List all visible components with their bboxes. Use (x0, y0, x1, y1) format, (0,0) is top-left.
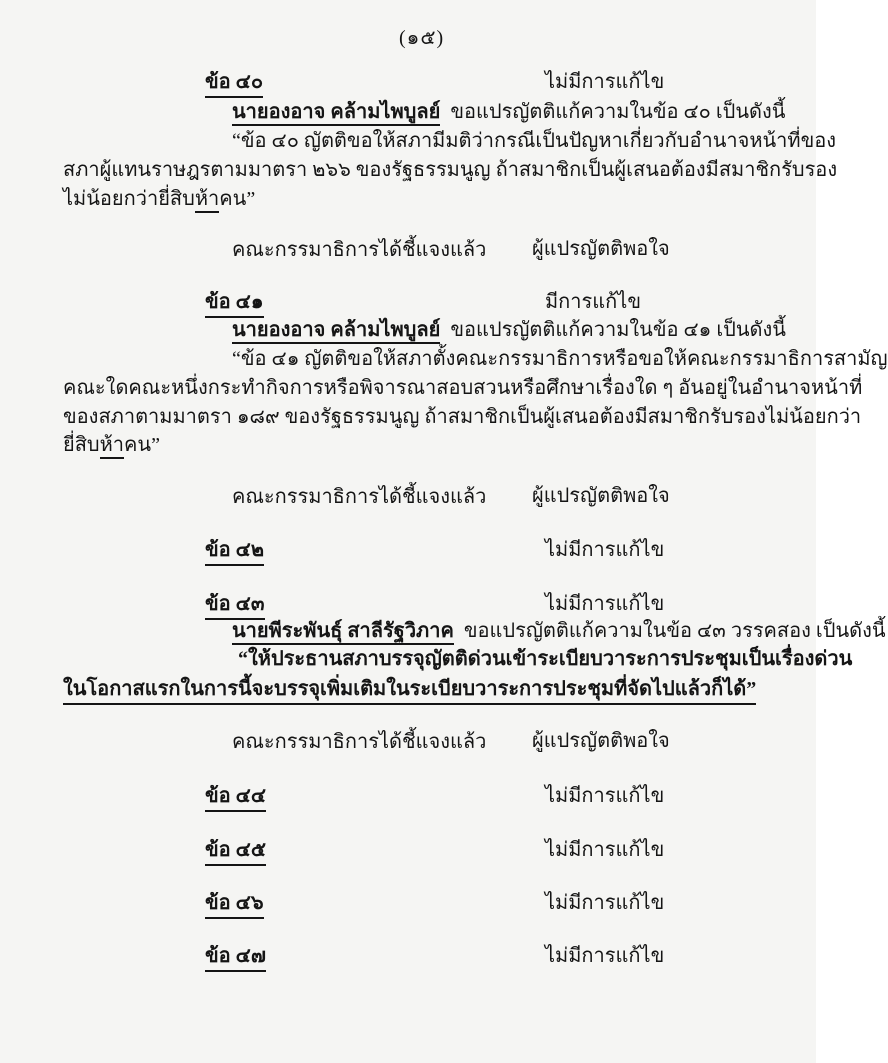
clause-41-quote-line-4 (63, 432, 160, 458)
clause-43-mover-line (232, 618, 886, 644)
clause-46-label: ข้อ ๔๖ (205, 890, 264, 919)
clause-40-mover-line (232, 99, 785, 125)
page-number: (๑๕) (399, 27, 445, 49)
clause-43-quote-line-1: “ให้ประธานสภาบรรจุญัตติด่วนเข้าระเบียบวาระการประชุมเป็นเรื่องด่วน (238, 648, 853, 670)
clause-43-quote-line-2: ในโอกาสแรกในการนี้จะบรรจุเพิ่มเติมในระเบียบวาระการประชุมที่จัดไปแล้วก็ได้” (63, 676, 756, 705)
clause-47-label: ข้อ ๔๗ (205, 943, 266, 972)
clause-40-mover-text: ขอแปรญัตติแก้ความในข้อ ๔๐ เป็นดังนี้ (450, 101, 786, 123)
clause-42-status: ไม่มีการแก้ไข (545, 539, 665, 561)
clause-46-status: ไม่มีการแก้ไข (545, 892, 665, 914)
clause-40-satisfied-note: ผู้แปรญัตติพอใจ (532, 238, 670, 260)
clause-44-label: ข้อ ๔๔ (205, 783, 266, 812)
clause-40-committee-note: คณะกรรมาธิการได้ชี้แจงแล้ว (232, 239, 487, 261)
clause-44-status: ไม่มีการแก้ไข (545, 785, 665, 807)
clause-41-quote-line-4-underlined: ห้า (100, 434, 124, 459)
clause-40-quote-line-3 (63, 186, 255, 212)
clause-40-status: ไม่มีการแก้ไข (545, 71, 665, 93)
clause-40-quote-line-2: สภาผู้แทนราษฎรตามมาตรา ๒๖๖ ของรัฐธรรมนูญ ถ้าสมาชิกเป็นผู้เสนอต้องมีสมาชิกรับรอง (63, 159, 838, 181)
clause-41-quote-line-3: ของสภาตามมาตรา ๑๘๙ ของรัฐธรรมนูญ ถ้าสมาชิกเป็นผู้เสนอต้องมีสมาชิกรับรองไม่น้อยกว่า (63, 406, 862, 428)
clause-43-committee-note: คณะกรรมาธิการได้ชี้แจงแล้ว (232, 731, 487, 753)
clause-41-quote-line-4-post: คน” (124, 434, 160, 456)
clause-40-label: ข้อ ๔๐ (205, 69, 263, 98)
clause-41-quote-line-4-pre: ยี่สิบ (63, 434, 100, 456)
clause-41-committee-note: คณะกรรมาธิการได้ชี้แจงแล้ว (232, 486, 487, 508)
clause-41-label: ข้อ ๔๑ (205, 289, 264, 318)
clause-41-satisfied-note: ผู้แปรญัตติพอใจ (532, 485, 670, 507)
clause-45-label: ข้อ ๔๕ (205, 837, 266, 866)
clause-41-mover-line (232, 317, 786, 343)
clause-41-quote-line-2: คณะใดคณะหนึ่งกระทำกิจการหรือพิจารณาสอบสวนหรือศึกษาเรื่องใด ๆ อันอยู่ในอำนาจหน้าที่ (63, 377, 863, 399)
clause-42-label: ข้อ ๔๒ (205, 537, 264, 566)
clause-43-mover-text: ขอแปรญัตติแก้ความในข้อ ๔๓ วรรคสอง เป็นดังนี้ (463, 620, 886, 642)
clause-41-mover-text: ขอแปรญัตติแก้ความในข้อ ๔๑ เป็นดังนี้ (450, 319, 786, 341)
clause-41-quote-line-1: “ข้อ ๔๑ ญัตติขอให้สภาตั้งคณะกรรมาธิการหรือขอให้คณะกรรมาธิการสามัญ (232, 348, 888, 370)
clause-43-label: ข้อ ๔๓ (205, 591, 265, 620)
clause-45-status: ไม่มีการแก้ไข (545, 839, 665, 861)
clause-47-status: ไม่มีการแก้ไข (545, 945, 665, 967)
clause-40-quote-line-3-post: คน” (219, 188, 256, 210)
clause-41-mover-name: นายองอาจ คล้ามไพบูลย์ (232, 319, 440, 344)
clause-40-quote-line-3-underlined: ห้า (195, 188, 219, 213)
clause-40-mover-name: นายองอาจ คล้ามไพบูลย์ (232, 101, 440, 126)
clause-40-quote-line-3-pre: ไม่น้อยกว่ายี่สิบ (63, 188, 195, 210)
clause-40-quote-line-1: “ข้อ ๔๐ ญัตติขอให้สภามีมติว่ากรณีเป็นปัญหาเกี่ยวกับอำนาจหน้าที่ของ (232, 130, 837, 152)
clause-43-mover-name: นายพีระพันธุ์ สาลีรัฐวิภาค (232, 620, 454, 645)
clause-41-status: มีการแก้ไข (545, 291, 641, 313)
clause-43-status: ไม่มีการแก้ไข (545, 593, 665, 615)
clause-43-satisfied-note: ผู้แปรญัตติพอใจ (532, 730, 670, 752)
